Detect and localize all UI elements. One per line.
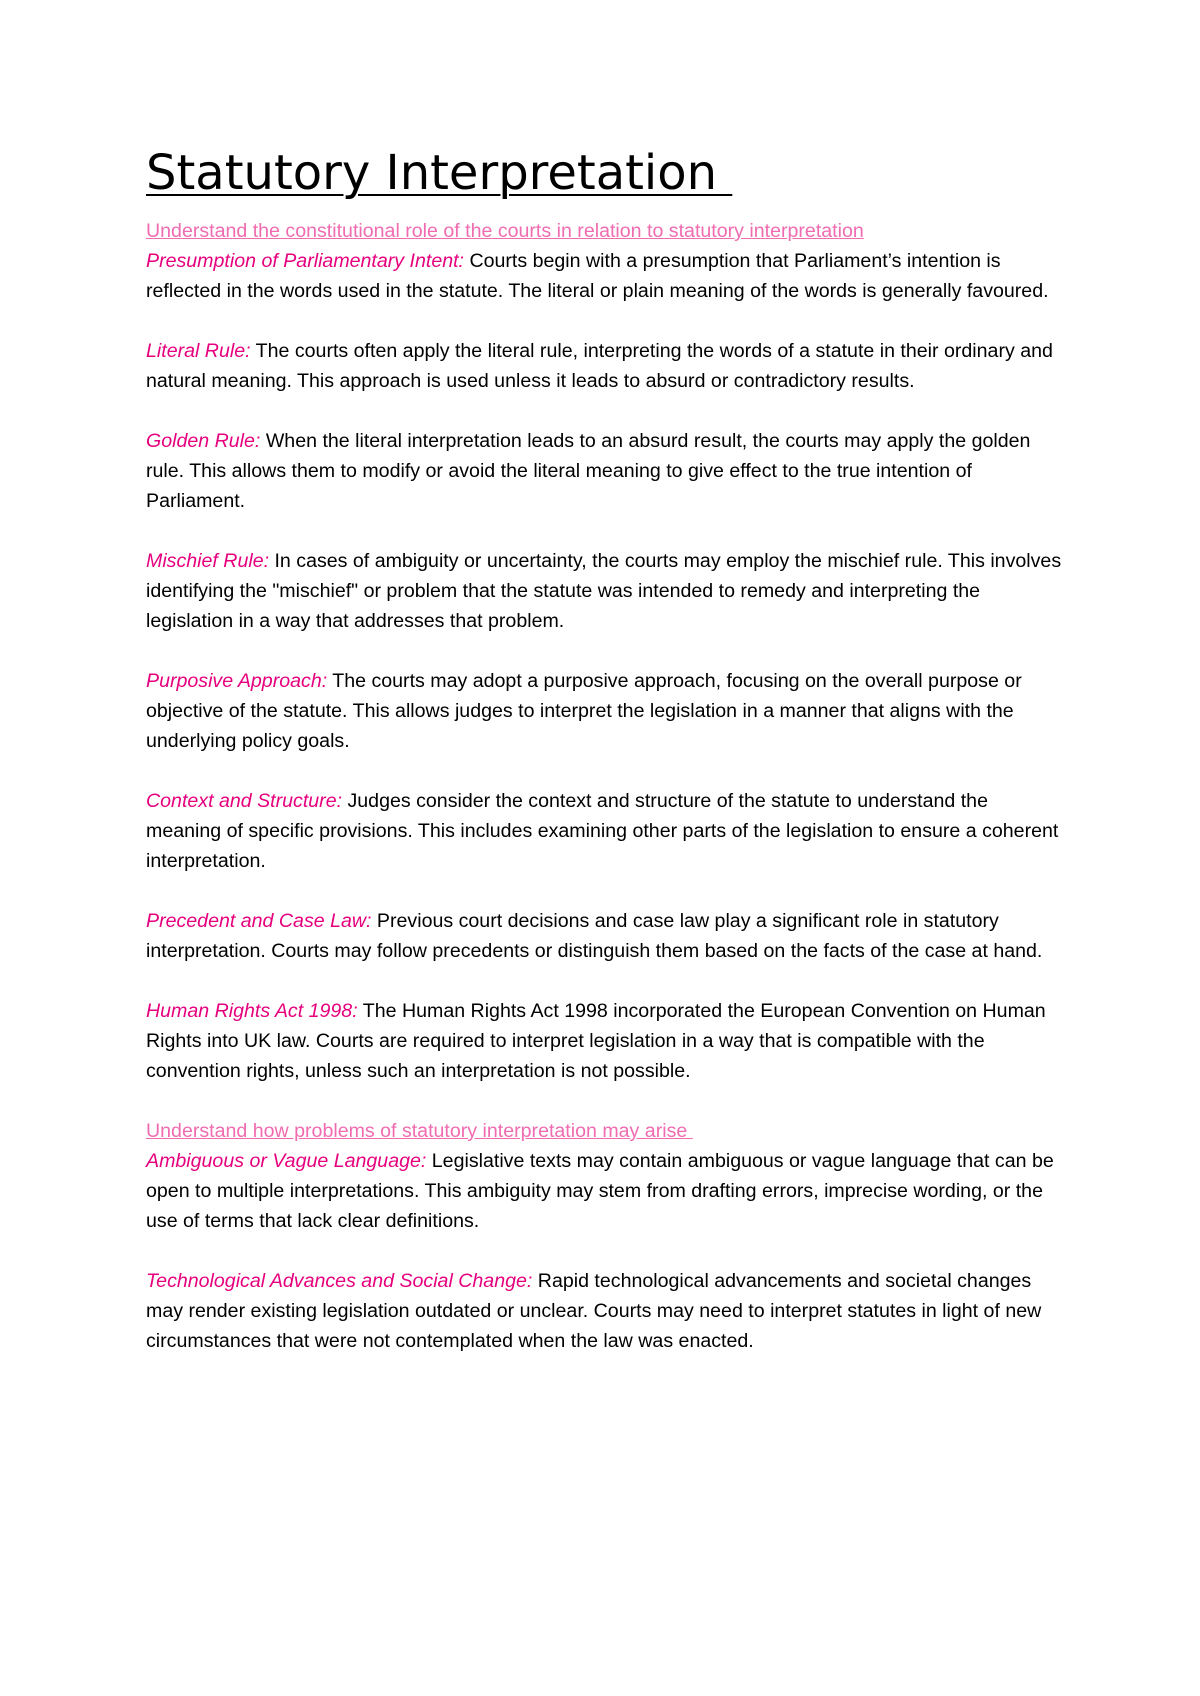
paragraph xyxy=(146,1146,1066,1236)
paragraph xyxy=(146,546,1066,636)
term-label: Context and Structure: xyxy=(146,790,343,812)
term-label: Purposive Approach: xyxy=(146,670,328,692)
term-label: Golden Rule: xyxy=(146,430,261,452)
paragraph-text: The courts often apply the literal rule, interpreting the words of a statute in their ordinary and natural meaning. This approach is used unless it leads to absurd or contradictory results. xyxy=(146,340,1053,392)
section-2 xyxy=(146,1116,1066,1356)
term-label: Technological Advances and Social Change: xyxy=(146,1270,533,1292)
paragraph-text: Courts begin with a presumption that Parliament’s intention is reflected in the words used in the statute. The literal or plain meaning of the words is generally favoured. xyxy=(146,250,1049,302)
term-label: Precedent and Case Law: xyxy=(146,910,372,932)
paragraph-text: Previous court decisions and case law play a significant role in statutory interpretation. Courts may follow precedents or distinguish them based on the facts of the case at hand. xyxy=(146,910,1043,962)
document-body xyxy=(146,216,1066,1356)
paragraph-text: The courts may adopt a purposive approach, focusing on the overall purpose or objective of the statute. This allows judges to interpret the legislation in a manner that aligns with the underlying policy goals. xyxy=(146,670,1022,752)
paragraph xyxy=(146,336,1066,396)
term-label: Literal Rule: xyxy=(146,340,251,362)
paragraph xyxy=(146,426,1066,516)
paragraph-text: When the literal interpretation leads to an absurd result, the courts may apply the golden rule. This allows them to modify or avoid the literal meaning to give effect to the true intention of Parliament. xyxy=(146,430,1031,512)
term-label: Human Rights Act 1998: xyxy=(146,1000,358,1022)
paragraph xyxy=(146,246,1066,306)
paragraph xyxy=(146,996,1066,1086)
paragraph-text: Rapid technological advancements and societal changes may render existing legislation outdated or unclear. Courts may need to interpret statutes in light of new circumstances that were not contemplated when the law was enacted. xyxy=(146,1270,1042,1352)
section-heading: Understand the constitutional role of the courts in relation to statutory interpretation xyxy=(146,220,864,242)
paragraph-text: Judges consider the context and structure of the statute to understand the meaning of specific provisions. This includes examining other parts of the legislation to ensure a coherent interpretation. xyxy=(146,790,1059,872)
paragraph xyxy=(146,906,1066,966)
term-label: Mischief Rule: xyxy=(146,550,270,572)
section-1 xyxy=(146,216,1066,1086)
paragraph-text: In cases of ambiguity or uncertainty, the courts may employ the mischief rule. This involves identifying the "mischief" or problem that the statute was intended to remedy and interpreting the legislation in a way that addresses that problem. xyxy=(146,550,1062,632)
section-heading: Understand how problems of statutory interpretation may arise xyxy=(146,1120,693,1142)
paragraph-text: Legislative texts may contain ambiguous or vague language that can be open to multiple interpretations. This ambiguity may stem from drafting errors, imprecise wording, or the use of terms that lack clear definitions. xyxy=(146,1150,1054,1232)
page-title: Statutory Interpretation xyxy=(146,145,733,201)
paragraph xyxy=(146,786,1066,876)
term-label: Presumption of Parliamentary Intent: xyxy=(146,250,465,272)
paragraph xyxy=(146,666,1066,756)
paragraph xyxy=(146,1266,1066,1356)
document-page xyxy=(146,140,1066,1386)
term-label: Ambiguous or Vague Language: xyxy=(146,1150,427,1172)
paragraph-text: The Human Rights Act 1998 incorporated the European Convention on Human Rights into UK law. Courts are required to interpret legislation in a way that is compatible with the convention rights, unless such an interpretation is not possible. xyxy=(146,1000,1046,1082)
